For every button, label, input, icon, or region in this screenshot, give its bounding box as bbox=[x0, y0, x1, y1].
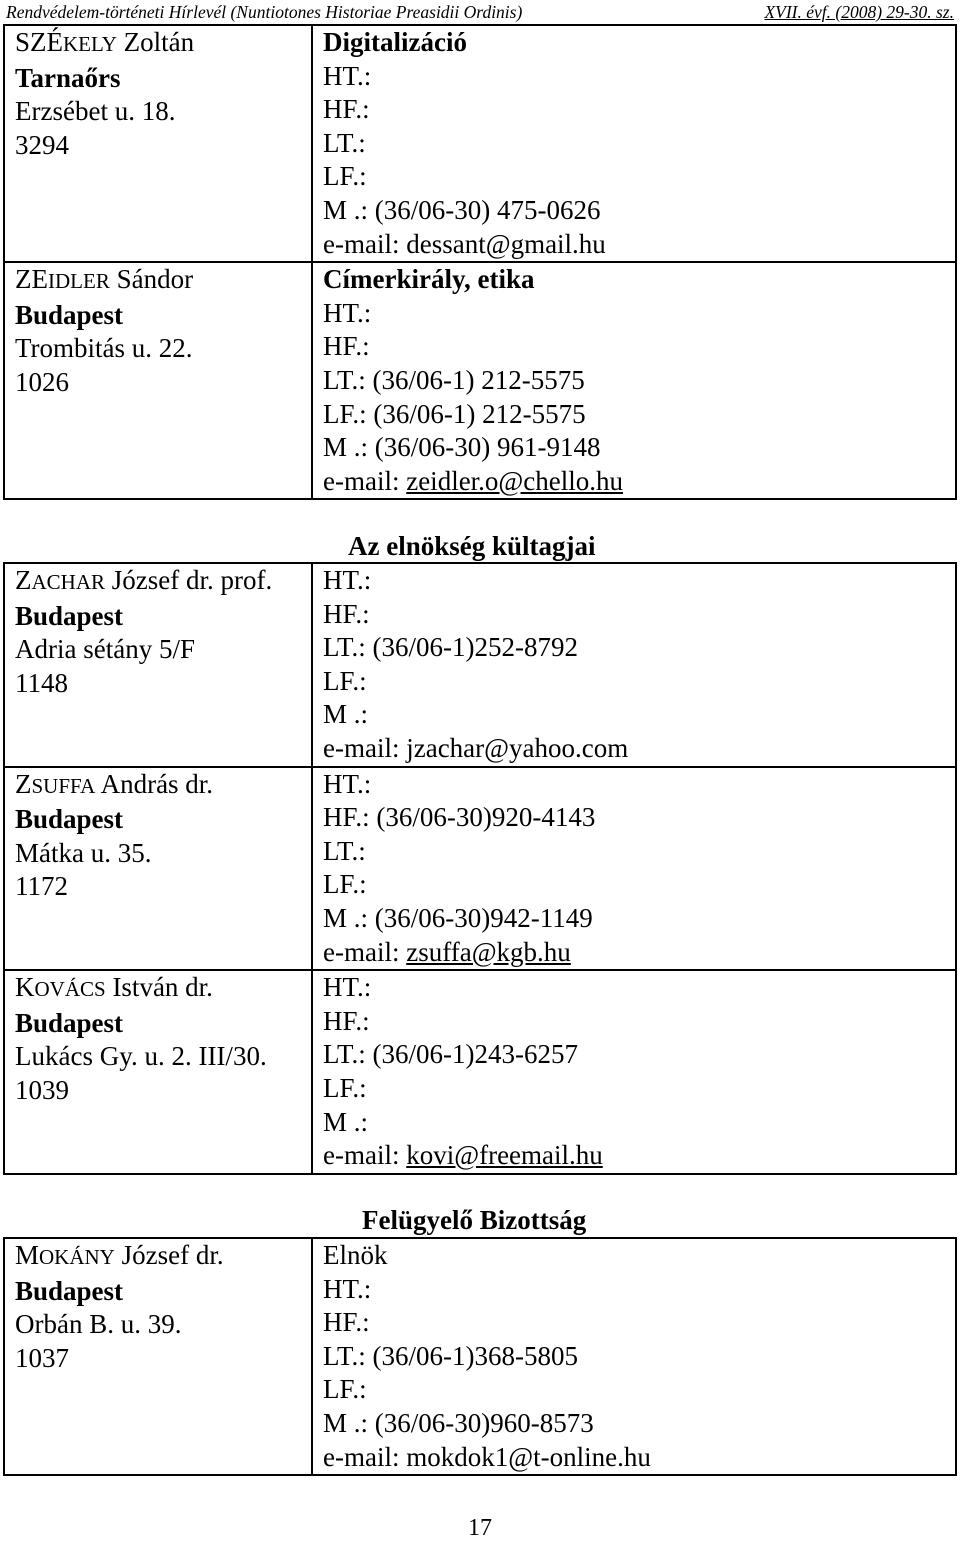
person-street: Erzsébet u. 18. bbox=[15, 96, 176, 127]
section-title-external-members: Az elnökség kültagjai bbox=[348, 531, 596, 561]
person-city: Budapest bbox=[15, 1007, 124, 1038]
contact-hf: HF.: bbox=[323, 1307, 370, 1338]
person-cell bbox=[4, 563, 312, 767]
contact-cell bbox=[312, 1238, 956, 1475]
person-city: Budapest bbox=[15, 600, 124, 631]
contact-hf: HF.: bbox=[323, 94, 370, 125]
contact-email: e-mail: jzachar@yahoo.com bbox=[323, 732, 629, 763]
contact-hf: HF.: (36/06-30)920-4143 bbox=[323, 802, 596, 833]
email-link[interactable]: zeidler.o@chello.hu bbox=[406, 465, 624, 496]
person-zip: 1026 bbox=[15, 366, 69, 397]
supervisory-board-table bbox=[3, 1237, 957, 1476]
contact-lf: LF.: bbox=[323, 665, 367, 696]
contact-lf: LF.: bbox=[323, 1072, 367, 1103]
contact-lf: LF.: (36/06-1) 212-5575 bbox=[323, 398, 586, 429]
contact-email: e-mail: mokdok1@t-online.hu bbox=[323, 1441, 651, 1472]
table-row bbox=[4, 1238, 956, 1475]
running-header bbox=[6, 0, 954, 25]
contact-mobile: M .: (36/06-30)942-1149 bbox=[323, 902, 593, 933]
person-name: ZSUFFA András dr. bbox=[15, 768, 214, 799]
person-street: Mátka u. 35. bbox=[15, 837, 152, 868]
contact-lt: LT.: bbox=[323, 127, 366, 158]
page-number: 17 bbox=[468, 1515, 492, 1541]
person-street: Adria sétány 5/F bbox=[15, 634, 195, 665]
table-row bbox=[4, 25, 956, 262]
person-name: SZÉKELY Zoltán bbox=[15, 27, 195, 57]
person-name: MOKÁNY József dr. bbox=[15, 1240, 224, 1270]
person-name: KOVÁCS István dr. bbox=[15, 972, 213, 1003]
person-zip: 1172 bbox=[15, 871, 68, 902]
email-link[interactable]: zsuffa@kgb.hu bbox=[406, 936, 571, 967]
contact-cell bbox=[312, 767, 956, 971]
email-link[interactable]: kovi@freemail.hu bbox=[406, 1140, 603, 1171]
contact-lf: LF.: bbox=[323, 1374, 367, 1405]
contact-mobile: M .: (36/06-30) 961-9148 bbox=[323, 432, 601, 463]
role-title: Elnök bbox=[323, 1240, 388, 1270]
contact-lt: LT.: (36/06-1)368-5805 bbox=[323, 1340, 578, 1371]
table-row bbox=[4, 563, 956, 767]
contact-mobile: M .: bbox=[323, 699, 369, 730]
contact-cell bbox=[312, 25, 956, 262]
email-link[interactable]: mokdok1@t-online.hu bbox=[406, 1441, 651, 1472]
person-zip: 1148 bbox=[15, 667, 68, 698]
contact-ht: HT.: bbox=[323, 768, 372, 799]
person-zip: 3294 bbox=[15, 129, 69, 160]
section-title-supervisory-board: Felügyelő Bizottság bbox=[362, 1205, 587, 1235]
contact-lt: LT.: (36/06-1) 212-5575 bbox=[323, 364, 585, 395]
contact-lt: LT.: bbox=[323, 835, 366, 866]
contact-ht: HT.: bbox=[323, 297, 372, 328]
email-link[interactable]: dessant@gmail.hu bbox=[406, 228, 606, 259]
contact-lf: LF.: bbox=[323, 869, 367, 900]
person-city: Tarnaőrs bbox=[15, 62, 121, 93]
person-city: Budapest bbox=[15, 1275, 124, 1306]
person-street: Lukács Gy. u. 2. III/30. bbox=[15, 1041, 267, 1072]
contact-lf: LF.: bbox=[323, 161, 367, 192]
contact-email: e-mail: zeidler.o@chello.hu bbox=[323, 465, 624, 496]
person-name: ZEIDLER Sándor bbox=[15, 264, 194, 295]
journal-title: Rendvédelem-történeti Hírlevél (Nuntiotones Historiae Preasidii Ordinis) bbox=[6, 2, 523, 22]
board-members-table bbox=[3, 24, 957, 500]
contact-ht: HT.: bbox=[323, 1273, 372, 1304]
contact-hf: HF.: bbox=[323, 331, 370, 362]
contact-cell bbox=[312, 262, 956, 499]
contact-cell bbox=[312, 563, 956, 767]
contact-ht: HT.: bbox=[323, 60, 372, 91]
contact-email: e-mail: dessant@gmail.hu bbox=[323, 228, 606, 259]
contact-cell bbox=[312, 970, 956, 1174]
table-row bbox=[4, 767, 956, 971]
contact-mobile: M .: (36/06-30) 475-0626 bbox=[323, 194, 601, 225]
person-name: ZACHAR József dr. prof. bbox=[15, 565, 273, 595]
person-cell bbox=[4, 970, 312, 1174]
person-street: Orbán B. u. 39. bbox=[15, 1309, 182, 1340]
person-street: Trombitás u. 22. bbox=[15, 333, 193, 364]
issue-info: XVII. évf. (2008) 29-30. sz. bbox=[764, 2, 954, 22]
table-row bbox=[4, 262, 956, 499]
contact-mobile: M .: bbox=[323, 1106, 369, 1137]
role-title: Digitalizáció bbox=[323, 27, 467, 57]
table-row bbox=[4, 970, 956, 1174]
contact-email: e-mail: zsuffa@kgb.hu bbox=[323, 936, 571, 967]
role-title: Címerkirály, etika bbox=[323, 264, 535, 295]
contact-hf: HF.: bbox=[323, 1005, 370, 1036]
person-city: Budapest bbox=[15, 804, 124, 835]
email-link[interactable]: jzachar@yahoo.com bbox=[406, 732, 629, 763]
contact-ht: HT.: bbox=[323, 972, 372, 1003]
contact-lt: LT.: (36/06-1)252-8792 bbox=[323, 632, 578, 663]
person-cell bbox=[4, 767, 312, 971]
person-zip: 1037 bbox=[15, 1342, 69, 1373]
contact-hf: HF.: bbox=[323, 598, 370, 629]
person-city: Budapest bbox=[15, 299, 124, 330]
contact-ht: HT.: bbox=[323, 565, 372, 595]
person-cell bbox=[4, 25, 312, 262]
person-zip: 1039 bbox=[15, 1074, 69, 1105]
contact-mobile: M .: (36/06-30)960-8573 bbox=[323, 1407, 594, 1438]
person-cell bbox=[4, 1238, 312, 1475]
contact-email: e-mail: kovi@freemail.hu bbox=[323, 1140, 603, 1171]
external-members-table bbox=[3, 562, 957, 1175]
person-cell bbox=[4, 262, 312, 499]
contact-lt: LT.: (36/06-1)243-6257 bbox=[323, 1039, 578, 1070]
